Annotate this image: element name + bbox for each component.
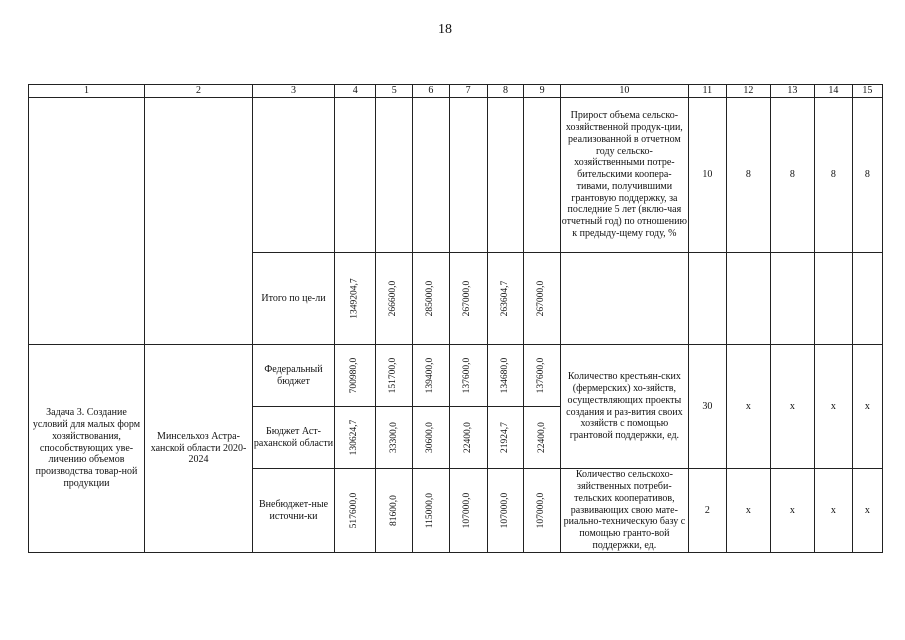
regional-value-text: 33300,0 xyxy=(388,422,399,454)
total-value xyxy=(524,253,561,345)
source-label: Внебюджет-ные источни-ки xyxy=(253,469,335,553)
indicator-value: x xyxy=(814,345,852,469)
col-header-3: 3 xyxy=(253,85,335,98)
total-value xyxy=(487,253,524,345)
indicator-value: 2 xyxy=(688,469,726,553)
empty-cell xyxy=(253,98,335,253)
regional-value xyxy=(449,407,487,469)
total-value-text: 1349204,7 xyxy=(349,278,360,320)
col-header-5: 5 xyxy=(376,85,413,98)
empty-cell xyxy=(376,98,413,253)
total-value-text: 285000,0 xyxy=(425,281,436,317)
federal-value-text: 137600,0 xyxy=(536,358,547,394)
total-value xyxy=(376,253,413,345)
col-header-9: 9 xyxy=(524,85,561,98)
indicator-value: 8 xyxy=(852,98,882,253)
total-value xyxy=(413,253,450,345)
regional-value-text: 30600,0 xyxy=(425,422,436,454)
federal-value xyxy=(413,345,450,407)
regional-value-text: 130624,7 xyxy=(349,420,360,456)
col-header-12: 12 xyxy=(726,85,770,98)
regional-value-text: 22400,0 xyxy=(536,422,547,454)
col-header-10: 10 xyxy=(560,85,688,98)
indicator-value: x xyxy=(726,345,770,469)
empty-cell xyxy=(145,98,253,345)
indicator-value: 30 xyxy=(688,345,726,469)
col-header-6: 6 xyxy=(413,85,450,98)
extra-value xyxy=(376,469,413,553)
indicator-value: 8 xyxy=(770,98,814,253)
empty-cell xyxy=(29,98,145,345)
empty-cell xyxy=(560,253,688,345)
indicator-value: x xyxy=(852,345,882,469)
extra-value xyxy=(413,469,450,553)
regional-value xyxy=(524,407,561,469)
header-row xyxy=(29,85,883,98)
total-value-text: 267000,0 xyxy=(462,281,473,317)
empty-cell xyxy=(726,253,770,345)
extra-value-text: 517600,0 xyxy=(349,493,360,529)
total-value-text: 263604,7 xyxy=(499,281,510,317)
task-executor: Минсельхоз Астра-ханской области 2020-2024 xyxy=(145,345,253,553)
source-label: Федеральный бюджет xyxy=(253,345,335,407)
source-label: Бюджет Аст-раханской области xyxy=(253,407,335,469)
col-header-4: 4 xyxy=(335,85,376,98)
empty-cell xyxy=(449,98,487,253)
empty-cell xyxy=(524,98,561,253)
total-value-text: 266600,0 xyxy=(388,281,399,317)
indicator-text: Количество сельскохо-зяйственных потреби-тельских кооперативов, развивающих свою мате-риально-техническую базу с помощью гранто-вой поддержки, ед. xyxy=(560,469,688,553)
col-header-15: 15 xyxy=(852,85,882,98)
total-value xyxy=(335,253,376,345)
extra-value xyxy=(487,469,524,553)
total-value xyxy=(449,253,487,345)
empty-cell xyxy=(770,253,814,345)
table-row xyxy=(29,98,883,253)
extra-value-text: 107000,0 xyxy=(499,493,510,529)
col-header-1: 1 xyxy=(29,85,145,98)
regional-value-text: 22400,0 xyxy=(462,422,473,454)
col-header-8: 8 xyxy=(487,85,524,98)
extra-value xyxy=(449,469,487,553)
indicator-value: 10 xyxy=(688,98,726,253)
indicator-text: Количество крестьян-ских (фермерских) хо-зяйств, осуществляющих проекты создания и раз-вития своих хозяйств с помощью грантовой поддержки, ед. xyxy=(560,345,688,469)
indicator-value: x xyxy=(852,469,882,553)
indicator-value: 8 xyxy=(814,98,852,253)
indicator-value: x xyxy=(726,469,770,553)
federal-value-text: 151700,0 xyxy=(388,358,399,394)
federal-value xyxy=(335,345,376,407)
federal-value-text: 134680,0 xyxy=(499,358,510,394)
empty-cell xyxy=(852,253,882,345)
col-header-7: 7 xyxy=(449,85,487,98)
col-header-13: 13 xyxy=(770,85,814,98)
page-number: 18 xyxy=(438,22,452,37)
program-table xyxy=(28,84,883,553)
extra-value xyxy=(524,469,561,553)
extra-value-text: 107000,0 xyxy=(462,493,473,529)
regional-value xyxy=(335,407,376,469)
federal-value xyxy=(376,345,413,407)
empty-cell xyxy=(814,253,852,345)
task-name: Задача 3. Создание условий для малых форм хозяйствования, способствующих уве-личению объемов производства товар-ной продукции xyxy=(29,345,145,553)
col-header-14: 14 xyxy=(814,85,852,98)
federal-value-text: 139400,0 xyxy=(425,358,436,394)
regional-value-text: 21924,7 xyxy=(499,422,510,454)
regional-value xyxy=(376,407,413,469)
empty-cell xyxy=(413,98,450,253)
col-header-2: 2 xyxy=(145,85,253,98)
empty-cell xyxy=(335,98,376,253)
federal-value-text: 137600,0 xyxy=(462,358,473,394)
indicator-value: x xyxy=(770,469,814,553)
indicator-value: x xyxy=(814,469,852,553)
indicator-value: 8 xyxy=(726,98,770,253)
federal-value xyxy=(487,345,524,407)
indicator-text: Прирост объема сельско-хозяйственной продук-ции, реализованной в отчетном году сельско-хозяйственными потре-бительскими коопера-тивами, получившими грантовую поддержку, за последние 5 лет (вклю-чая отчетный год) по отношению к предыду-щему году, % xyxy=(560,98,688,253)
empty-cell xyxy=(688,253,726,345)
indicator-value: x xyxy=(770,345,814,469)
regional-value xyxy=(413,407,450,469)
extra-value xyxy=(335,469,376,553)
empty-cell xyxy=(487,98,524,253)
extra-value-text: 81600,0 xyxy=(388,495,399,527)
federal-value xyxy=(449,345,487,407)
federal-value-text: 700980,0 xyxy=(349,358,360,394)
table-row xyxy=(29,345,883,407)
extra-value-text: 107000,0 xyxy=(536,493,547,529)
col-header-11: 11 xyxy=(688,85,726,98)
total-label: Итого по це-ли xyxy=(253,253,335,345)
federal-value xyxy=(524,345,561,407)
extra-value-text: 115000,0 xyxy=(425,493,436,529)
regional-value xyxy=(487,407,524,469)
total-value-text: 267000,0 xyxy=(536,281,547,317)
